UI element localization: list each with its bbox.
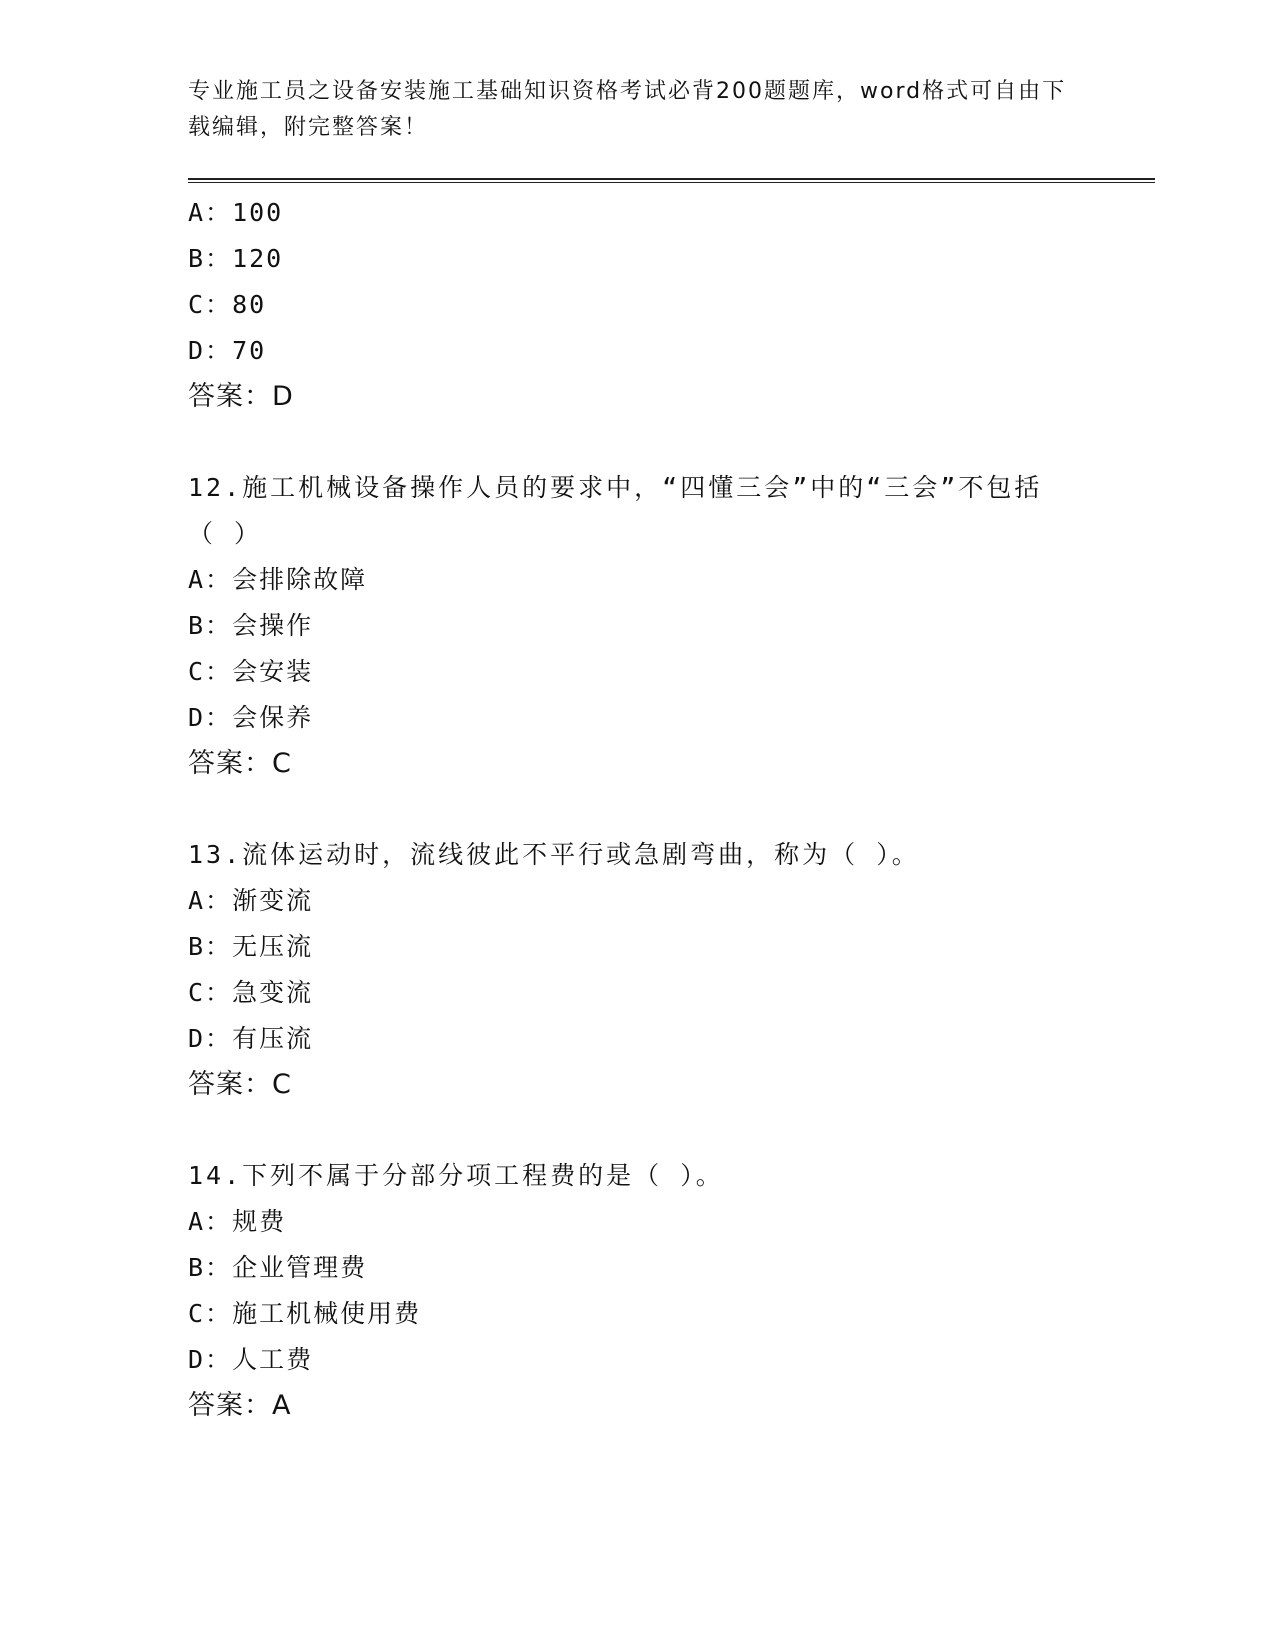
question-13: 13.流体运动时，流线彼此不平行或急剧弯曲，称为（ ）。 [188,840,920,869]
option-text: 急变流 [232,978,314,1007]
option-c: C：急变流 [188,978,314,1007]
option-text: 70 [232,336,267,365]
option-text: 100 [232,198,284,227]
option-text: 会安装 [232,657,314,686]
option-text: 会操作 [232,611,314,640]
option-b: B：企业管理费 [188,1253,368,1282]
answer-line: 答案：A [188,1390,292,1421]
option-text: 120 [232,244,284,273]
document-header: 专业施工员之设备安装施工基础知识资格考试必背200题题库，word格式可自由下载编辑，附完整答案！ [188,79,1067,140]
header-divider [188,178,1155,183]
option-text: 施工机械使用费 [232,1299,422,1328]
option-d: D：人工费 [188,1345,314,1374]
option-c: C：80 [188,290,267,319]
answer-line: 答案：D [188,381,294,412]
option-b: B：无压流 [188,932,314,961]
question-12: 12.施工机械设备操作人员的要求中，“四懂三会”中的“三会”不包括（ ） [188,473,1043,548]
option-text: 会排除故障 [232,565,368,594]
option-text: 渐变流 [232,886,314,915]
option-text: 人工费 [232,1345,314,1374]
option-b: B：会操作 [188,611,314,640]
answer-line: 答案：C [188,748,292,779]
option-c: C：施工机械使用费 [188,1299,422,1328]
option-d: D：有压流 [188,1024,314,1053]
option-d: D：70 [188,336,267,365]
question-14: 14.下列不属于分部分项工程费的是（ ）。 [188,1161,724,1190]
option-a: A：规费 [188,1207,287,1236]
option-text: 无压流 [232,932,314,961]
option-d: D：会保养 [188,703,314,732]
option-a: A：会排除故障 [188,565,368,594]
question-list [188,190,1088,1429]
option-c: C：会安装 [188,657,314,686]
option-text: 规费 [232,1207,287,1236]
option-a: A：渐变流 [188,886,314,915]
option-text: 80 [232,290,267,319]
option-b: B：120 [188,244,284,273]
option-a: A：100 [188,198,284,227]
answer-line: 答案：C [188,1069,292,1100]
option-text: 企业管理费 [232,1253,368,1282]
option-text: 有压流 [232,1024,314,1053]
option-text: 会保养 [232,703,314,732]
